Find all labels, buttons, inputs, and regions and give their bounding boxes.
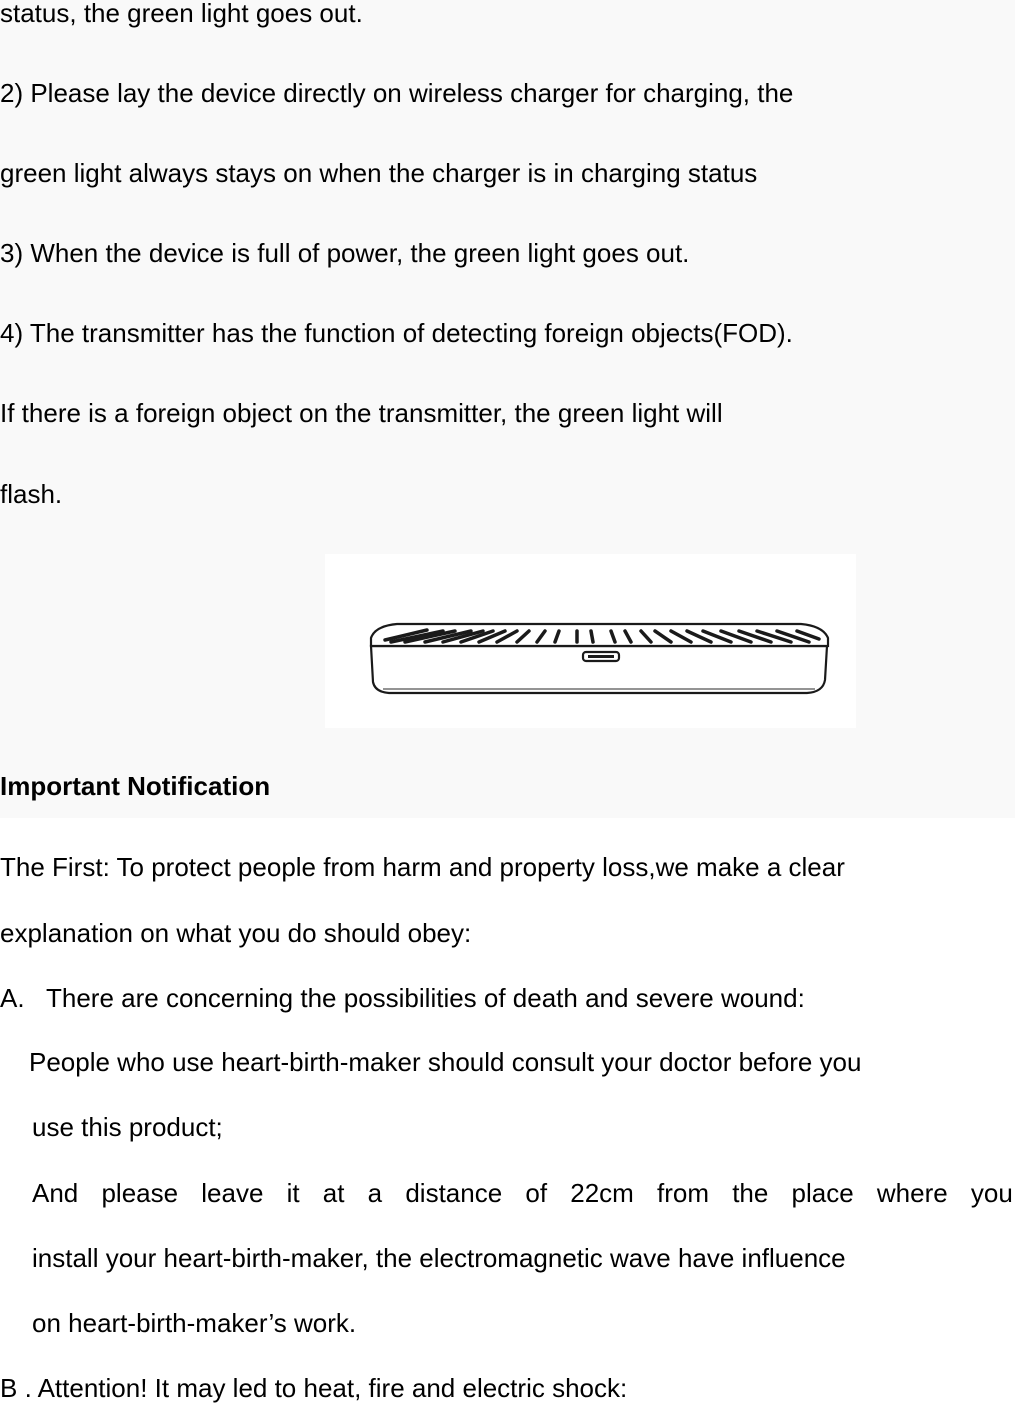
justified-text-line [32, 1178, 1013, 1208]
text-line: 2) Please lay the device directly on wireless charger for charging, the [0, 78, 794, 108]
word: leave [201, 1178, 264, 1208]
word: of [525, 1178, 548, 1208]
text-line: flash. [0, 479, 63, 509]
wireless-charger-icon [325, 554, 856, 728]
text-line: on heart-birth-maker’s work. [32, 1308, 357, 1338]
word: it [286, 1178, 300, 1208]
word: And [32, 1178, 79, 1208]
word: a [367, 1178, 383, 1208]
word: distance [405, 1178, 503, 1208]
section-heading: Important Notification [0, 771, 271, 801]
text-line: The First: To protect people from harm and property loss,we make a clear [0, 852, 845, 882]
word: 22cm [570, 1178, 634, 1208]
text-line: status, the green light goes out. [0, 0, 363, 28]
text-line: install your heart-birth-maker, the electromagnetic wave have influence [32, 1243, 846, 1273]
text-line: 4) The transmitter has the function of detecting foreign objects(FOD). [0, 318, 793, 348]
text-line: If there is a foreign object on the transmitter, the green light will [0, 398, 723, 428]
word: at [322, 1178, 345, 1208]
list-item-b: B . Attention! It may led to heat, fire and electric shock: [0, 1373, 628, 1403]
word: the [732, 1178, 769, 1208]
word: please [101, 1178, 179, 1208]
text-line: green light always stays on when the charger is in charging status [0, 158, 758, 188]
list-item-a: There are concerning the possibilities of death and severe wound: [46, 983, 805, 1013]
text-line: 3) When the device is full of power, the green light goes out. [0, 238, 690, 268]
word: from [657, 1178, 709, 1208]
charger-illustration [325, 554, 856, 728]
text-line: explanation on what you do should obey: [0, 918, 472, 948]
word: where [876, 1178, 948, 1208]
list-marker-a: A. [0, 983, 25, 1013]
text-line: People who use heart-birth-maker should consult your doctor before you [29, 1047, 862, 1077]
word: place [791, 1178, 854, 1208]
text-line: use this product; [32, 1112, 223, 1142]
word: you [970, 1178, 1013, 1208]
